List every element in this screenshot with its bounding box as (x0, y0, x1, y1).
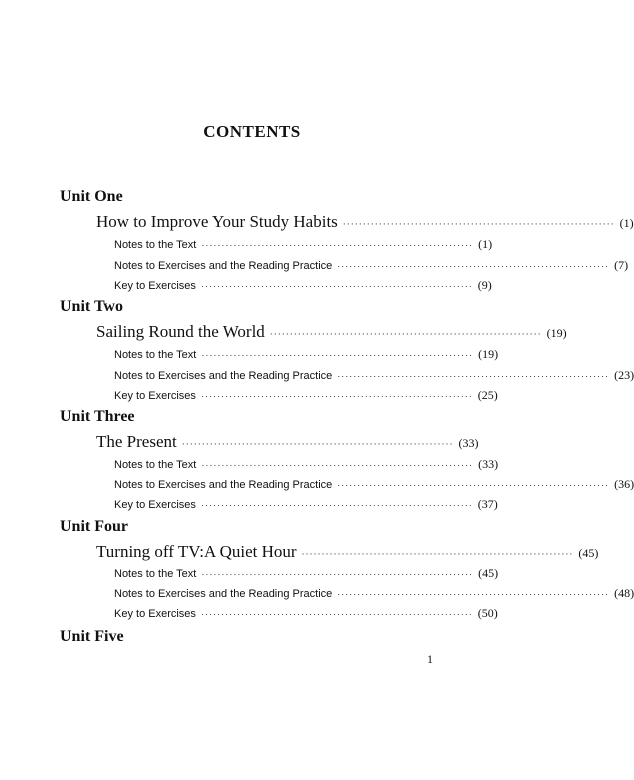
unit-heading: Unit Five (60, 628, 124, 645)
dot-leader: ···································································· (337, 371, 610, 381)
lesson-title: Sailing Round the World (96, 322, 265, 341)
entry-label: Notes to Exercises and the Reading Practice (114, 370, 333, 382)
page-number: (23) (614, 368, 634, 382)
toc-sub-entry[interactable] (114, 497, 498, 512)
page-number: (25) (477, 388, 498, 402)
page-number: (1) (619, 216, 634, 230)
toc-lesson-entry[interactable] (96, 322, 567, 342)
page-number: (45) (478, 566, 499, 580)
entry-label: Key to Exercises (114, 608, 196, 620)
dot-leader: ···································································· (200, 500, 473, 510)
entry-label: Notes to the Text (114, 349, 197, 361)
page-number: (7) (614, 258, 629, 272)
dot-leader: ···································································· (337, 589, 610, 599)
entry-label: Key to Exercises (114, 499, 196, 511)
dot-leader: ···································································· (181, 439, 454, 449)
entry-label: Key to Exercises (114, 390, 196, 402)
entry-label: Notes to the Text (114, 239, 197, 251)
lesson-title: How to Improve Your Study Habits (96, 212, 338, 231)
toc-sub-entry[interactable] (114, 566, 499, 581)
unit-heading: Unit Three (60, 408, 135, 425)
toc-sub-entry[interactable] (114, 237, 493, 252)
toc-lesson-entry[interactable] (96, 542, 599, 562)
dot-leader: ···································································· (301, 549, 574, 559)
dot-leader: ···································································· (342, 219, 615, 229)
page-number: (33) (478, 457, 499, 471)
entry-label: Notes to the Text (114, 459, 197, 471)
entry-label: Notes to Exercises and the Reading Practice (114, 260, 333, 272)
page-title: CONTENTS (203, 122, 301, 141)
dot-leader: ···································································· (201, 460, 474, 470)
toc-sub-entry[interactable] (114, 606, 498, 621)
toc-sub-entry[interactable] (114, 368, 634, 383)
entry-label: Key to Exercises (114, 280, 196, 292)
page-number: (19) (478, 347, 499, 361)
page-number: (45) (578, 546, 599, 560)
dot-leader: ···································································· (200, 281, 473, 291)
dot-leader: ···································································· (337, 261, 610, 271)
toc-sub-entry[interactable] (114, 388, 498, 403)
dot-leader: ···································································· (337, 480, 610, 490)
lesson-title: Turning off TV:A Quiet Hour (96, 542, 297, 561)
page-folio-number: 1 (427, 652, 433, 666)
toc-sub-entry[interactable] (114, 457, 499, 472)
dot-leader: ···································································· (201, 350, 474, 360)
dot-leader: ···································································· (201, 240, 474, 250)
unit-heading: Unit One (60, 188, 123, 205)
page-number: (9) (477, 278, 492, 292)
toc-sub-entry[interactable] (114, 586, 634, 601)
page-number: (37) (477, 497, 498, 511)
page-number: (33) (458, 436, 479, 450)
toc-sub-entry[interactable] (114, 278, 492, 293)
toc-sub-entry[interactable] (114, 477, 634, 492)
page-number: (19) (546, 326, 567, 340)
unit-heading: Unit Two (60, 298, 123, 315)
dot-leader: ···································································· (200, 391, 473, 401)
entry-label: Notes to Exercises and the Reading Practice (114, 588, 333, 600)
page-number: (1) (478, 237, 493, 251)
toc-sub-entry[interactable] (114, 258, 629, 273)
entry-label: Notes to Exercises and the Reading Practice (114, 479, 333, 491)
dot-leader: ···································································· (200, 609, 473, 619)
dot-leader: ···································································· (201, 569, 474, 579)
toc-lesson-entry[interactable] (96, 432, 479, 452)
page-number: (50) (477, 606, 498, 620)
unit-heading: Unit Four (60, 518, 128, 535)
lesson-title: The Present (96, 432, 177, 451)
entry-label: Notes to the Text (114, 568, 197, 580)
toc-lesson-entry[interactable] (96, 212, 634, 232)
toc-sub-entry[interactable] (114, 347, 499, 362)
dot-leader: ···································································· (269, 329, 542, 339)
page-number: (48) (614, 586, 634, 600)
page-number: (36) (614, 477, 634, 491)
